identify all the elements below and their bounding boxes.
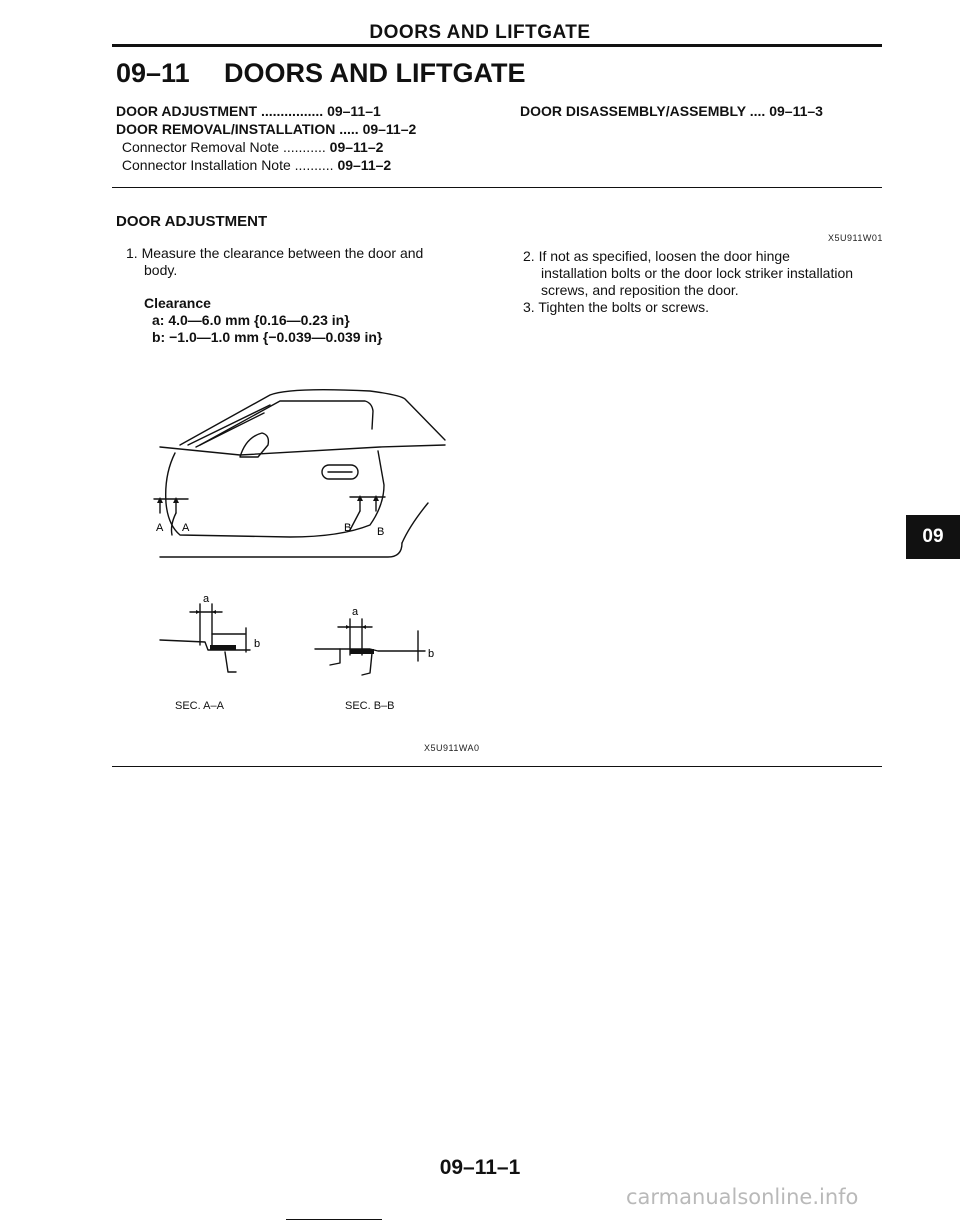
dim-b-aa: b (254, 638, 261, 650)
toc-entry[interactable]: Connector Installation Note .......... 09–11–2 (121, 157, 392, 173)
footer-rule (286, 1219, 382, 1220)
door-illustration (140, 385, 460, 585)
steps-2-3: 2. If not as specified, loosen the door hinge installation bolts or the door lock striker installation screws, and reposition the door. 3. Tighten the bolts or screws. (523, 248, 854, 315)
toc-entry[interactable]: DOOR DISASSEMBLY/ASSEMBLY .... 09–11–3 (520, 103, 823, 119)
section-name: DOORS AND LIFTGATE (224, 58, 526, 88)
label-sec-aa: SEC. A–A (175, 700, 224, 712)
header-rule (112, 44, 882, 47)
clearance-spec: Clearance a: 4.0—6.0 mm {0.16—0.23 in} b: −1.0—1.0 mm {−0.039—0.039 in} (144, 295, 383, 345)
section-number: 09–11 (116, 58, 190, 88)
step-1: 1. Measure the clearance between the door and body. (126, 245, 424, 278)
toc-entry[interactable]: DOOR REMOVAL/INSTALLATION ..... 09–11–2 (116, 121, 417, 137)
section-aa-diagram (150, 590, 270, 690)
label-b-right: B (377, 526, 385, 538)
figure-code: X5U911WA0 (424, 743, 480, 753)
label-sec-bb: SEC. B–B (345, 700, 395, 712)
dim-b-bb: b (428, 648, 435, 660)
chapter-tab[interactable]: 09 (906, 515, 960, 559)
page-number: 09–11–1 (439, 1156, 521, 1179)
text-code: X5U911W01 (828, 233, 883, 243)
toc-right (520, 102, 823, 120)
door-adjustment-heading: DOOR ADJUSTMENT (116, 213, 268, 230)
label-a-right: A (182, 522, 190, 534)
section-bb-diagram (310, 605, 450, 695)
toc-rule (112, 187, 882, 188)
toc-entry[interactable]: Connector Removal Note ........... 09–11–2 (121, 139, 384, 155)
watermark[interactable]: carmanualsonline.info (626, 1185, 859, 1209)
label-b-left: B (344, 522, 352, 534)
toc-left (116, 102, 416, 174)
toc-entry[interactable]: DOOR ADJUSTMENT ................ 09–11–1 (116, 103, 381, 119)
dim-a-bb: a (352, 606, 359, 618)
dim-a-aa: a (203, 593, 210, 605)
section-end-rule (112, 766, 882, 767)
label-a-left: A (156, 522, 164, 534)
section-title (116, 58, 525, 89)
running-header: DOORS AND LIFTGATE (369, 22, 591, 43)
